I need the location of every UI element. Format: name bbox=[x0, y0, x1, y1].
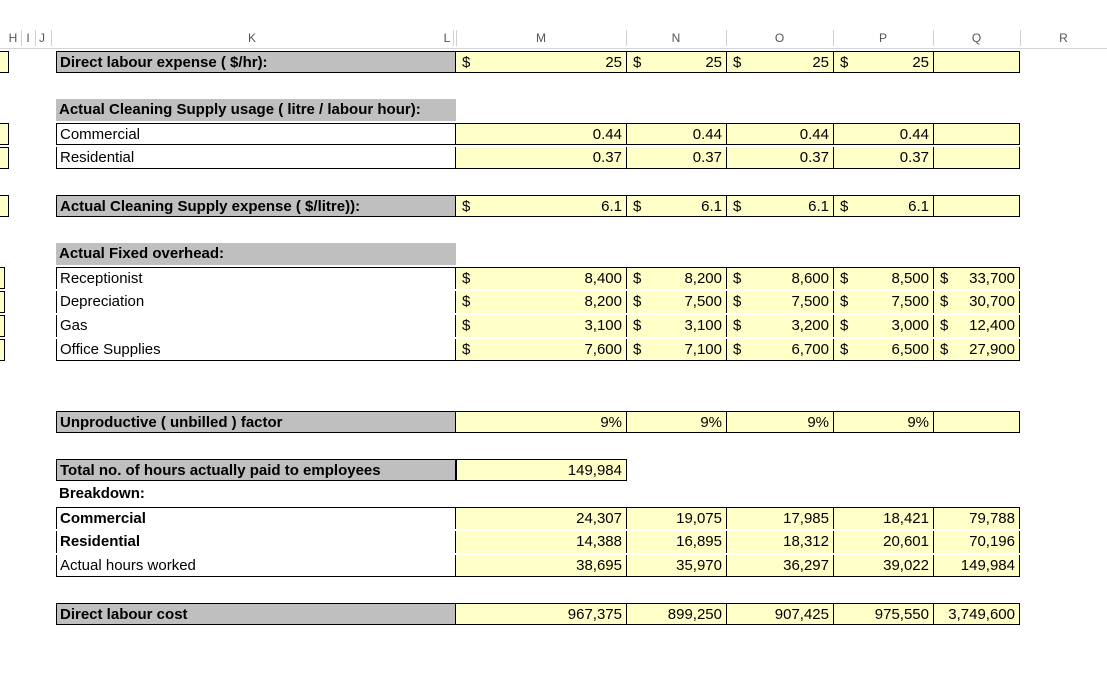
column-header-k[interactable]: K bbox=[247, 31, 256, 45]
column-header-h[interactable]: H bbox=[8, 31, 18, 45]
supply-commercial-o[interactable]: 0.44 bbox=[726, 123, 833, 145]
overhead-office-supplies-o[interactable]: $ 6,700 bbox=[726, 339, 833, 361]
cell-j-edge[interactable] bbox=[0, 123, 9, 145]
supply-residential-q[interactable] bbox=[933, 147, 1020, 169]
overhead-receptionist-n[interactable]: $ 8,200 bbox=[626, 267, 726, 289]
unproductive-factor-p[interactable]: 9% bbox=[833, 411, 933, 433]
column-header-l[interactable]: L bbox=[443, 31, 451, 45]
column-header-o[interactable]: O bbox=[774, 31, 785, 45]
supply-residential-p[interactable]: 0.37 bbox=[833, 147, 933, 169]
breakdown-residential-n[interactable]: 16,895 bbox=[626, 531, 726, 553]
overhead-depreciation-total[interactable]: $ 30,700 bbox=[933, 291, 1020, 313]
overhead-gas-label[interactable]: Gas bbox=[56, 315, 456, 337]
column-header-q[interactable]: Q bbox=[971, 31, 982, 45]
overhead-receptionist-o[interactable]: $ 8,600 bbox=[726, 267, 833, 289]
column-header-p[interactable]: P bbox=[878, 31, 887, 45]
direct-labour-cost-p[interactable]: 975,550 bbox=[833, 603, 933, 625]
breakdown-residential-label[interactable]: Residential bbox=[56, 531, 456, 553]
breakdown-actual-hours-o[interactable]: 36,297 bbox=[726, 555, 833, 577]
overhead-depreciation-o[interactable]: $ 7,500 bbox=[726, 291, 833, 313]
breakdown-actual-hours-n[interactable]: 35,970 bbox=[626, 555, 726, 577]
supply-commercial-m[interactable]: 0.44 bbox=[456, 123, 626, 145]
unproductive-factor-q[interactable] bbox=[933, 411, 1020, 433]
supply-commercial-q[interactable] bbox=[933, 123, 1020, 145]
overhead-office-supplies-n[interactable]: $ 7,100 bbox=[626, 339, 726, 361]
direct-labour-cost-n[interactable]: 899,250 bbox=[626, 603, 726, 625]
breakdown-residential-o[interactable]: 18,312 bbox=[726, 531, 833, 553]
unproductive-factor-label[interactable]: Unproductive ( unbilled ) factor bbox=[56, 411, 456, 433]
breakdown-residential-p[interactable]: 20,601 bbox=[833, 531, 933, 553]
cell-j-edge[interactable] bbox=[0, 315, 5, 337]
unproductive-factor-m[interactable]: 9% bbox=[456, 411, 626, 433]
breakdown-actual-hours-p[interactable]: 39,022 bbox=[833, 555, 933, 577]
column-header-j[interactable]: J bbox=[39, 31, 45, 45]
fixed-overhead-header[interactable]: Actual Fixed overhead: bbox=[56, 243, 456, 265]
breakdown-commercial-n[interactable]: 19,075 bbox=[626, 507, 726, 529]
breakdown-commercial-o[interactable]: 17,985 bbox=[726, 507, 833, 529]
cell-j-edge[interactable] bbox=[0, 147, 9, 169]
direct-labour-expense-n[interactable]: $ 25 bbox=[626, 51, 726, 73]
overhead-receptionist-total[interactable]: $ 33,700 bbox=[933, 267, 1020, 289]
cell-j-edge[interactable] bbox=[0, 339, 5, 361]
overhead-depreciation-n[interactable]: $ 7,500 bbox=[626, 291, 726, 313]
overhead-gas-o[interactable]: $ 3,200 bbox=[726, 315, 833, 337]
direct-labour-expense-o[interactable]: $ 25 bbox=[726, 51, 833, 73]
unproductive-factor-o[interactable]: 9% bbox=[726, 411, 833, 433]
cleaning-supply-usage-header[interactable]: Actual Cleaning Supply usage ( litre / labour hour): bbox=[56, 99, 456, 121]
column-header-m[interactable]: M bbox=[536, 31, 546, 45]
direct-labour-cost-o[interactable]: 907,425 bbox=[726, 603, 833, 625]
breakdown-commercial-label[interactable]: Commercial bbox=[56, 507, 456, 529]
hours-paid-label[interactable]: Total no. of hours actually paid to employees bbox=[56, 459, 456, 481]
breakdown-residential-total[interactable]: 70,196 bbox=[933, 531, 1020, 553]
cleaning-supply-expense-o[interactable]: $ 6.1 bbox=[726, 195, 833, 217]
overhead-office-supplies-total[interactable]: $ 27,900 bbox=[933, 339, 1020, 361]
direct-labour-cost-label[interactable]: Direct labour cost bbox=[56, 603, 456, 625]
breakdown-actual-hours-m[interactable]: 38,695 bbox=[456, 555, 626, 577]
supply-residential-m[interactable]: 0.37 bbox=[456, 147, 626, 169]
overhead-gas-n[interactable]: $ 3,100 bbox=[626, 315, 726, 337]
direct-labour-expense-q[interactable] bbox=[933, 51, 1020, 73]
breakdown-commercial-p[interactable]: 18,421 bbox=[833, 507, 933, 529]
column-header-i[interactable]: I bbox=[26, 31, 30, 45]
overhead-receptionist-p[interactable]: $ 8,500 bbox=[833, 267, 933, 289]
cell-j-edge[interactable] bbox=[0, 51, 9, 73]
overhead-receptionist-label[interactable]: Receptionist bbox=[56, 267, 456, 289]
supply-commercial-label[interactable]: Commercial bbox=[56, 123, 456, 145]
supply-residential-n[interactable]: 0.37 bbox=[626, 147, 726, 169]
cell-j-edge[interactable] bbox=[0, 291, 5, 313]
overhead-office-supplies-label[interactable]: Office Supplies bbox=[56, 339, 456, 361]
overhead-gas-m[interactable]: $ 3,100 bbox=[456, 315, 626, 337]
overhead-office-supplies-m[interactable]: $ 7,600 bbox=[456, 339, 626, 361]
direct-labour-expense-m[interactable]: $ 25 bbox=[456, 51, 626, 73]
column-header-r[interactable]: R bbox=[1059, 31, 1068, 45]
breakdown-commercial-total[interactable]: 79,788 bbox=[933, 507, 1020, 529]
breakdown-commercial-m[interactable]: 24,307 bbox=[456, 507, 626, 529]
column-header-n[interactable]: N bbox=[671, 31, 681, 45]
overhead-gas-total[interactable]: $ 12,400 bbox=[933, 315, 1020, 337]
direct-labour-cost-m[interactable]: 967,375 bbox=[456, 603, 626, 625]
overhead-gas-p[interactable]: $ 3,000 bbox=[833, 315, 933, 337]
cell-j-edge[interactable] bbox=[0, 195, 9, 217]
overhead-depreciation-m[interactable]: $ 8,200 bbox=[456, 291, 626, 313]
cleaning-supply-expense-p[interactable]: $ 6.1 bbox=[833, 195, 933, 217]
breakdown-actual-hours-total[interactable]: 149,984 bbox=[933, 555, 1020, 577]
overhead-receptionist-m[interactable]: $ 8,400 bbox=[456, 267, 626, 289]
breakdown-actual-hours-label[interactable]: Actual hours worked bbox=[56, 555, 456, 577]
cleaning-supply-expense-label[interactable]: Actual Cleaning Supply expense ( $/litre)): bbox=[56, 195, 456, 217]
breakdown-residential-m[interactable]: 14,388 bbox=[456, 531, 626, 553]
supply-commercial-p[interactable]: 0.44 bbox=[833, 123, 933, 145]
column-header-bar bbox=[0, 28, 1107, 49]
direct-labour-expense-p[interactable]: $ 25 bbox=[833, 51, 933, 73]
overhead-depreciation-p[interactable]: $ 7,500 bbox=[833, 291, 933, 313]
supply-commercial-n[interactable]: 0.44 bbox=[626, 123, 726, 145]
cleaning-supply-expense-q[interactable] bbox=[933, 195, 1020, 217]
direct-labour-expense-label[interactable]: Direct labour expense ( $/hr): bbox=[56, 51, 456, 73]
hours-paid-value[interactable]: 149,984 bbox=[456, 459, 627, 481]
cleaning-supply-expense-n[interactable]: $ 6.1 bbox=[626, 195, 726, 217]
direct-labour-cost-total[interactable]: 3,749,600 bbox=[933, 603, 1020, 625]
supply-residential-label[interactable]: Residential bbox=[56, 147, 456, 169]
breakdown-label[interactable]: Breakdown: bbox=[59, 485, 145, 502]
cleaning-supply-expense-m[interactable]: $ 6.1 bbox=[456, 195, 626, 217]
supply-residential-o[interactable]: 0.37 bbox=[726, 147, 833, 169]
unproductive-factor-n[interactable]: 9% bbox=[626, 411, 726, 433]
cell-j-edge[interactable] bbox=[0, 267, 5, 289]
overhead-office-supplies-p[interactable]: $ 6,500 bbox=[833, 339, 933, 361]
overhead-depreciation-label[interactable]: Depreciation bbox=[56, 291, 456, 313]
